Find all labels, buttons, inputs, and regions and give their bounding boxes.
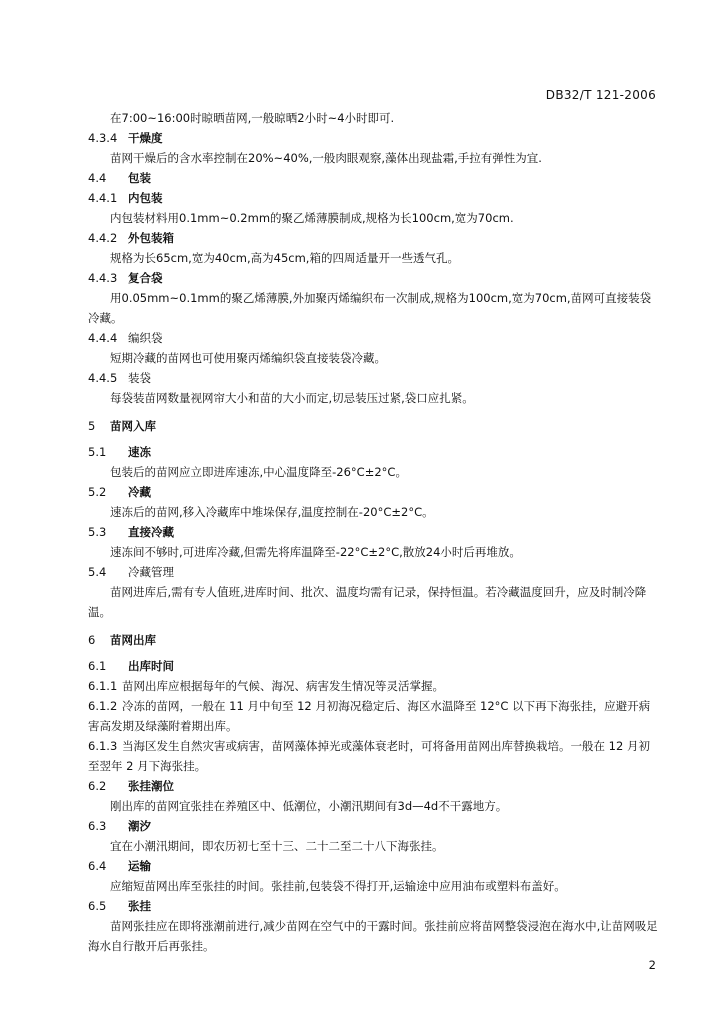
document-body	[88, 108, 658, 956]
section-heading: 4.4.5 装袋	[88, 371, 151, 385]
section-heading: 4.3.4 干燥度	[88, 131, 163, 145]
paragraph: 用0.05mm~0.1mm的聚乙烯薄膜,外加聚丙烯编织布一次制成,规格为100cm,宽为70cm,苗网可直接装袋冷藏。	[88, 291, 652, 325]
paragraph: 内包装材料用0.1mm~0.2mm的聚乙烯薄膜制成,规格为长100cm,宽为70cm.	[110, 211, 514, 225]
page-number: 2	[648, 958, 656, 972]
paragraph: 规格为长65cm,宽为40cm,高为45cm,箱的四周适量开一些透气孔。	[110, 251, 459, 265]
section-heading: 5.2 冷藏	[88, 485, 151, 499]
paragraph: 速冻间不够时,可进库冷藏,但需先将库温降至-22°C±2°C,散放24小时后再堆放。	[110, 545, 521, 559]
section-heading: 5.4 冷藏管理	[88, 565, 174, 579]
paragraph: 应缩短苗网出库至张挂的时间。张挂前,包装袋不得打开,运输途中应用油布或塑料布盖好。	[110, 879, 566, 893]
section-heading: 4.4.3 复合袋	[88, 271, 163, 285]
section-heading: 6.2 张挂潮位	[88, 779, 174, 793]
paragraph: 在7:00~16:00时晾晒苗网,一般晾晒2小时~4小时即可.	[110, 111, 395, 125]
section-heading: 4.4.4 编织袋	[88, 331, 163, 345]
chapter-heading: 5 苗网入库	[88, 419, 156, 433]
paragraph: 宜在小潮汛期间，即农历初七至十三、二十二至二十八下海张挂。	[110, 839, 444, 853]
paragraph: 速冻后的苗网,移入冷藏库中堆垛保存,温度控制在-20°C±2°C。	[110, 505, 434, 519]
paragraph: 短期冷藏的苗网也可使用聚丙烯编织袋直接装袋冷藏。	[110, 351, 386, 365]
section-heading: 5.1 速冻	[88, 445, 151, 459]
section-heading: 6.1 出库时间	[88, 659, 174, 673]
section-heading: 5.3 直接冷藏	[88, 525, 174, 539]
numbered-paragraph: 6.1.1 苗网出库应根据每年的气候、海况、病害发生情况等灵活掌握。	[88, 679, 444, 693]
paragraph: 苗网进库后,需有专人值班,进库时间、批次、温度均需有记录，保持恒温。若冷藏温度回升，应及时制冷降温。	[88, 585, 647, 619]
paragraph: 每袋装苗网数量视网帘大小和苗的大小而定,切忌装压过紧,袋口应扎紧。	[110, 391, 474, 405]
paragraph: 苗网干燥后的含水率控制在20%~40%,一般肉眼观察,藻体出现盐霜,手拉有弹性为宜.	[110, 151, 542, 165]
paragraph: 苗网张挂应在即将涨潮前进行,减少苗网在空气中的干露时间。张挂前应将苗网整袋浸泡在海水中,让苗网吸足海水自行散开后再张挂。	[88, 919, 658, 953]
paragraph: 包装后的苗网应立即进库速冻,中心温度降至-26°C±2°C。	[110, 465, 407, 479]
numbered-paragraph: 6.1.3 当海区发生自然灾害或病害，苗网藻体掉光或藻体衰老时，可将备用苗网出库替换栽培。一般在 12 月初至翌年 2 月下海张挂。	[88, 739, 650, 773]
section-heading: 4.4 包装	[88, 171, 151, 185]
section-heading: 6.3 潮汐	[88, 819, 151, 833]
paragraph: 刚出库的苗网宜张挂在养殖区中、低潮位，小潮汛期间有3d—4d不干露地方。	[110, 799, 508, 813]
section-heading: 6.5 张挂	[88, 899, 151, 913]
chapter-heading: 6 苗网出库	[88, 633, 156, 647]
numbered-paragraph: 6.1.2 冷冻的苗网，一般在 11 月中旬至 12 月初海况稳定后、海区水温降至 12°C 以下再下海张挂，应避开病害高发期及绿藻附着期出库。	[88, 699, 651, 733]
document-code: DB32/T 121-2006	[545, 88, 656, 102]
section-heading: 6.4 运输	[88, 859, 151, 873]
section-heading: 4.4.2 外包装箱	[88, 231, 174, 245]
section-heading: 4.4.1 内包装	[88, 191, 163, 205]
